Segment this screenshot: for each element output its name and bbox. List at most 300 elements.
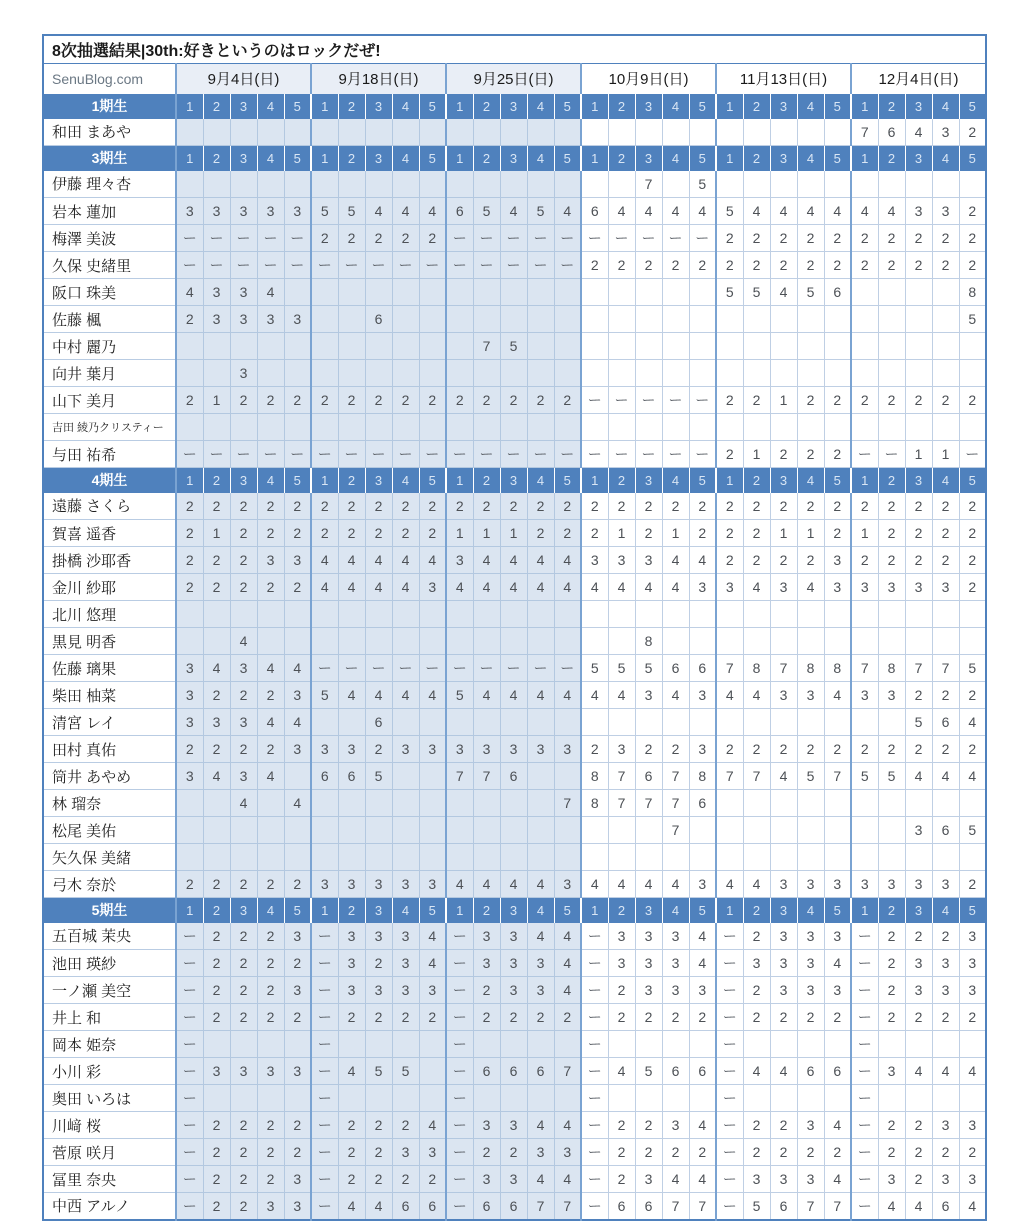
value-cell: ー [581, 1031, 608, 1058]
value-cell: 1 [905, 441, 932, 468]
value-cell [230, 333, 257, 360]
value-cell: 3 [959, 950, 986, 977]
value-cell: 2 [284, 387, 311, 414]
value-cell: 3 [770, 871, 797, 898]
value-cell [959, 1031, 986, 1058]
value-cell: 2 [203, 950, 230, 977]
member-name: 遠藤 さくら [43, 493, 176, 520]
value-cell: 3 [635, 923, 662, 950]
value-cell: 3 [662, 977, 689, 1004]
value-cell [689, 333, 716, 360]
value-cell [878, 414, 905, 441]
value-cell [365, 414, 392, 441]
value-cell: 4 [608, 871, 635, 898]
member-row [43, 171, 986, 198]
slot-number: 3 [365, 146, 392, 171]
value-cell: ー [311, 1193, 338, 1220]
value-cell: 2 [932, 520, 959, 547]
value-cell [176, 817, 203, 844]
group-label: 5期生 [43, 898, 176, 923]
value-cell [608, 360, 635, 387]
value-cell: 5 [446, 682, 473, 709]
value-cell [473, 628, 500, 655]
value-cell: 2 [419, 1166, 446, 1193]
value-cell [851, 601, 878, 628]
value-cell [365, 601, 392, 628]
value-cell: 3 [689, 682, 716, 709]
value-cell: 3 [635, 950, 662, 977]
value-cell: 3 [230, 306, 257, 333]
value-cell: 3 [338, 923, 365, 950]
value-cell [392, 601, 419, 628]
slot-number: 5 [824, 94, 851, 119]
value-cell: 4 [338, 1193, 365, 1220]
value-cell: 2 [230, 520, 257, 547]
value-cell: 3 [230, 655, 257, 682]
value-cell [500, 844, 527, 871]
value-cell: ー [851, 1004, 878, 1031]
value-cell [311, 414, 338, 441]
value-cell [608, 709, 635, 736]
value-cell [905, 333, 932, 360]
group-label: 3期生 [43, 146, 176, 171]
value-cell: ー [257, 225, 284, 252]
value-cell: ー [581, 1166, 608, 1193]
value-cell: 7 [635, 790, 662, 817]
value-cell: ー [446, 1085, 473, 1112]
value-cell: ー [581, 441, 608, 468]
slot-number: 2 [878, 94, 905, 119]
slot-number: 1 [446, 898, 473, 923]
value-cell [797, 306, 824, 333]
value-cell: 4 [824, 198, 851, 225]
value-cell: 2 [581, 520, 608, 547]
value-cell: ー [689, 441, 716, 468]
value-cell [419, 414, 446, 441]
value-cell: 2 [770, 1139, 797, 1166]
value-cell: 2 [959, 574, 986, 601]
value-cell: 3 [662, 950, 689, 977]
value-cell: ー [311, 1031, 338, 1058]
value-cell [446, 709, 473, 736]
value-cell: 2 [284, 1004, 311, 1031]
value-cell [446, 628, 473, 655]
value-cell [635, 709, 662, 736]
value-cell [527, 628, 554, 655]
value-cell: ー [446, 1058, 473, 1085]
value-cell [338, 1085, 365, 1112]
value-cell [743, 171, 770, 198]
value-cell: 3 [284, 923, 311, 950]
value-cell: 2 [311, 520, 338, 547]
value-cell: 2 [176, 574, 203, 601]
value-cell [554, 414, 581, 441]
value-cell: 1 [473, 520, 500, 547]
value-cell: 2 [905, 1004, 932, 1031]
value-cell: 2 [743, 387, 770, 414]
slot-number: 2 [743, 898, 770, 923]
value-cell: 4 [284, 790, 311, 817]
value-cell [554, 333, 581, 360]
member-row [43, 1031, 986, 1058]
value-cell: 4 [743, 574, 770, 601]
value-cell: 3 [608, 923, 635, 950]
value-cell: 7 [851, 655, 878, 682]
value-cell: 2 [608, 977, 635, 1004]
value-cell: 3 [905, 574, 932, 601]
value-cell: 2 [716, 547, 743, 574]
value-cell [500, 306, 527, 333]
value-cell [932, 414, 959, 441]
value-cell [257, 119, 284, 146]
value-cell: 3 [284, 198, 311, 225]
value-cell: ー [311, 923, 338, 950]
value-cell: 2 [905, 1166, 932, 1193]
value-cell: 2 [608, 493, 635, 520]
value-cell: ー [392, 441, 419, 468]
value-cell: 4 [500, 547, 527, 574]
value-cell: 4 [230, 790, 257, 817]
date-header: 9月4日(日) [176, 64, 311, 94]
value-cell [851, 709, 878, 736]
slot-number: 2 [473, 146, 500, 171]
value-cell: 4 [770, 279, 797, 306]
value-cell [743, 119, 770, 146]
slot-number: 4 [662, 146, 689, 171]
member-row [43, 1139, 986, 1166]
value-cell: ー [581, 387, 608, 414]
value-cell: 2 [743, 225, 770, 252]
value-cell: ー [500, 655, 527, 682]
value-cell [770, 628, 797, 655]
value-cell: 3 [419, 871, 446, 898]
value-cell [770, 414, 797, 441]
value-cell: 4 [257, 279, 284, 306]
value-cell: 4 [662, 871, 689, 898]
value-cell [284, 628, 311, 655]
value-cell [770, 844, 797, 871]
value-cell [959, 790, 986, 817]
value-cell [959, 1085, 986, 1112]
value-cell: ー [284, 252, 311, 279]
value-cell [500, 414, 527, 441]
value-cell: 4 [959, 709, 986, 736]
value-cell [662, 601, 689, 628]
value-cell: 4 [554, 547, 581, 574]
value-cell: 2 [284, 574, 311, 601]
value-cell [932, 790, 959, 817]
value-cell [338, 1031, 365, 1058]
value-cell: ー [311, 441, 338, 468]
value-cell: 2 [824, 520, 851, 547]
value-cell: ー [419, 252, 446, 279]
value-cell: 2 [608, 1139, 635, 1166]
value-cell: ー [446, 1193, 473, 1220]
value-cell: ー [851, 1193, 878, 1220]
value-cell: 2 [635, 493, 662, 520]
value-cell: 3 [176, 763, 203, 790]
value-cell: 4 [230, 628, 257, 655]
value-cell: 2 [797, 387, 824, 414]
member-name: 阪口 珠美 [43, 279, 176, 306]
value-cell: 2 [959, 387, 986, 414]
value-cell: 2 [392, 1004, 419, 1031]
member-row [43, 682, 986, 709]
value-cell [554, 119, 581, 146]
value-cell: 4 [419, 1112, 446, 1139]
member-row [43, 790, 986, 817]
slot-number: 4 [797, 146, 824, 171]
value-cell: ー [176, 252, 203, 279]
value-cell [176, 790, 203, 817]
slot-number: 5 [284, 146, 311, 171]
value-cell: 3 [230, 709, 257, 736]
value-cell [176, 414, 203, 441]
value-cell [500, 817, 527, 844]
value-cell [527, 763, 554, 790]
value-cell: 7 [851, 119, 878, 146]
value-cell [527, 119, 554, 146]
slot-number: 4 [392, 146, 419, 171]
slot-number: 5 [284, 94, 311, 119]
value-cell: 4 [689, 198, 716, 225]
value-cell: 3 [338, 871, 365, 898]
value-cell: 3 [176, 198, 203, 225]
value-cell: 6 [689, 1058, 716, 1085]
value-cell: 4 [905, 119, 932, 146]
value-cell [338, 414, 365, 441]
slot-number: 5 [554, 146, 581, 171]
slot-number: 5 [959, 898, 986, 923]
value-cell [338, 171, 365, 198]
value-cell: 2 [878, 252, 905, 279]
value-cell: 3 [446, 547, 473, 574]
value-cell: 2 [770, 736, 797, 763]
value-cell: ー [527, 441, 554, 468]
value-cell: 2 [797, 736, 824, 763]
date-header: 11月13日(日) [716, 64, 851, 94]
value-cell [797, 414, 824, 441]
value-cell: ー [446, 977, 473, 1004]
value-cell: 3 [905, 950, 932, 977]
value-cell: 4 [959, 1193, 986, 1220]
value-cell: 4 [662, 574, 689, 601]
value-cell [392, 844, 419, 871]
value-cell: 2 [284, 1112, 311, 1139]
value-cell: 2 [824, 387, 851, 414]
value-cell [662, 414, 689, 441]
slot-number: 3 [230, 468, 257, 493]
value-cell: ー [230, 225, 257, 252]
member-row [43, 763, 986, 790]
value-cell: 2 [473, 493, 500, 520]
value-cell [689, 119, 716, 146]
value-cell [932, 628, 959, 655]
value-cell [743, 1085, 770, 1112]
value-cell: 4 [662, 547, 689, 574]
value-cell: 2 [932, 225, 959, 252]
slot-number: 4 [257, 94, 284, 119]
value-cell: 3 [662, 923, 689, 950]
value-cell: 2 [851, 387, 878, 414]
value-cell: 8 [689, 763, 716, 790]
value-cell [878, 171, 905, 198]
value-cell [500, 1085, 527, 1112]
value-cell: 2 [203, 493, 230, 520]
value-cell: 2 [203, 1139, 230, 1166]
value-cell [473, 817, 500, 844]
value-cell: 2 [608, 1166, 635, 1193]
member-name: 佐藤 楓 [43, 306, 176, 333]
value-cell [743, 790, 770, 817]
value-cell [797, 360, 824, 387]
value-cell [203, 333, 230, 360]
slot-number: 5 [419, 94, 446, 119]
value-cell: 3 [608, 736, 635, 763]
value-cell: ー [500, 225, 527, 252]
value-cell: 5 [473, 198, 500, 225]
value-cell: 3 [878, 574, 905, 601]
member-row [43, 601, 986, 628]
value-cell [392, 790, 419, 817]
value-cell: 6 [419, 1193, 446, 1220]
value-cell [824, 628, 851, 655]
value-cell [635, 414, 662, 441]
value-cell: 6 [635, 1193, 662, 1220]
value-cell [257, 1031, 284, 1058]
value-cell: 2 [392, 520, 419, 547]
value-cell: 2 [365, 736, 392, 763]
value-cell: 4 [419, 923, 446, 950]
member-name: 菅原 咲月 [43, 1139, 176, 1166]
slot-number: 1 [311, 468, 338, 493]
value-cell: 3 [878, 871, 905, 898]
value-cell: 3 [473, 1112, 500, 1139]
value-cell [635, 360, 662, 387]
value-cell [311, 306, 338, 333]
value-cell: 3 [392, 923, 419, 950]
value-cell [878, 817, 905, 844]
value-cell: 1 [662, 520, 689, 547]
value-cell: ー [473, 441, 500, 468]
value-cell: 4 [932, 1058, 959, 1085]
value-cell [257, 844, 284, 871]
value-cell: 3 [203, 198, 230, 225]
value-cell: 2 [230, 923, 257, 950]
value-cell: 2 [554, 387, 581, 414]
slot-number: 3 [365, 468, 392, 493]
member-row [43, 306, 986, 333]
date-header: 10月9日(日) [581, 64, 716, 94]
value-cell [203, 817, 230, 844]
value-cell: 2 [959, 225, 986, 252]
value-cell: 2 [797, 547, 824, 574]
value-cell: 2 [527, 493, 554, 520]
value-cell: 7 [824, 763, 851, 790]
value-cell: ー [581, 950, 608, 977]
value-cell: 2 [878, 1112, 905, 1139]
value-cell [662, 628, 689, 655]
value-cell: 7 [797, 1193, 824, 1220]
value-cell: 2 [203, 871, 230, 898]
value-cell: 2 [473, 977, 500, 1004]
value-cell: 2 [635, 736, 662, 763]
value-cell [608, 119, 635, 146]
slot-number: 3 [500, 898, 527, 923]
member-row [43, 360, 986, 387]
value-cell [581, 844, 608, 871]
value-cell: 4 [878, 1193, 905, 1220]
value-cell: 5 [338, 198, 365, 225]
value-cell [365, 844, 392, 871]
value-cell: 3 [392, 736, 419, 763]
value-cell: 2 [770, 441, 797, 468]
value-cell [392, 628, 419, 655]
value-cell: 2 [824, 493, 851, 520]
value-cell [635, 333, 662, 360]
value-cell: 3 [230, 279, 257, 306]
value-cell: 4 [635, 198, 662, 225]
value-cell: 2 [689, 520, 716, 547]
value-cell: 2 [392, 225, 419, 252]
value-cell: 3 [473, 736, 500, 763]
value-cell: 8 [824, 655, 851, 682]
value-cell: 2 [608, 1112, 635, 1139]
value-cell: 6 [932, 817, 959, 844]
value-cell: 3 [932, 119, 959, 146]
value-cell: 2 [878, 1004, 905, 1031]
value-cell [716, 171, 743, 198]
member-row [43, 844, 986, 871]
value-cell [581, 306, 608, 333]
slot-number: 5 [554, 898, 581, 923]
value-cell: ー [365, 252, 392, 279]
value-cell: 2 [230, 1193, 257, 1220]
value-cell: 3 [797, 950, 824, 977]
value-cell: 2 [230, 1166, 257, 1193]
value-cell: 8 [635, 628, 662, 655]
value-cell: 4 [662, 198, 689, 225]
value-cell [689, 306, 716, 333]
value-cell [203, 119, 230, 146]
value-cell [905, 171, 932, 198]
slot-number: 3 [500, 468, 527, 493]
value-cell: 2 [824, 252, 851, 279]
value-cell: ー [716, 1193, 743, 1220]
value-cell [284, 119, 311, 146]
value-cell: 4 [176, 279, 203, 306]
value-cell [932, 601, 959, 628]
value-cell: ー [851, 1166, 878, 1193]
value-cell [905, 414, 932, 441]
value-cell [878, 1085, 905, 1112]
slot-number: 1 [176, 468, 203, 493]
slot-number: 5 [689, 94, 716, 119]
value-cell: 2 [959, 682, 986, 709]
value-cell: ー [311, 1004, 338, 1031]
value-cell: 2 [203, 1193, 230, 1220]
value-cell: 2 [878, 493, 905, 520]
value-cell: 4 [527, 923, 554, 950]
value-cell: 4 [338, 1058, 365, 1085]
value-cell: 2 [176, 493, 203, 520]
value-cell [797, 709, 824, 736]
value-cell: 2 [878, 225, 905, 252]
member-name: 池田 瑛紗 [43, 950, 176, 977]
value-cell [311, 119, 338, 146]
value-cell [797, 1031, 824, 1058]
value-cell: 4 [446, 574, 473, 601]
